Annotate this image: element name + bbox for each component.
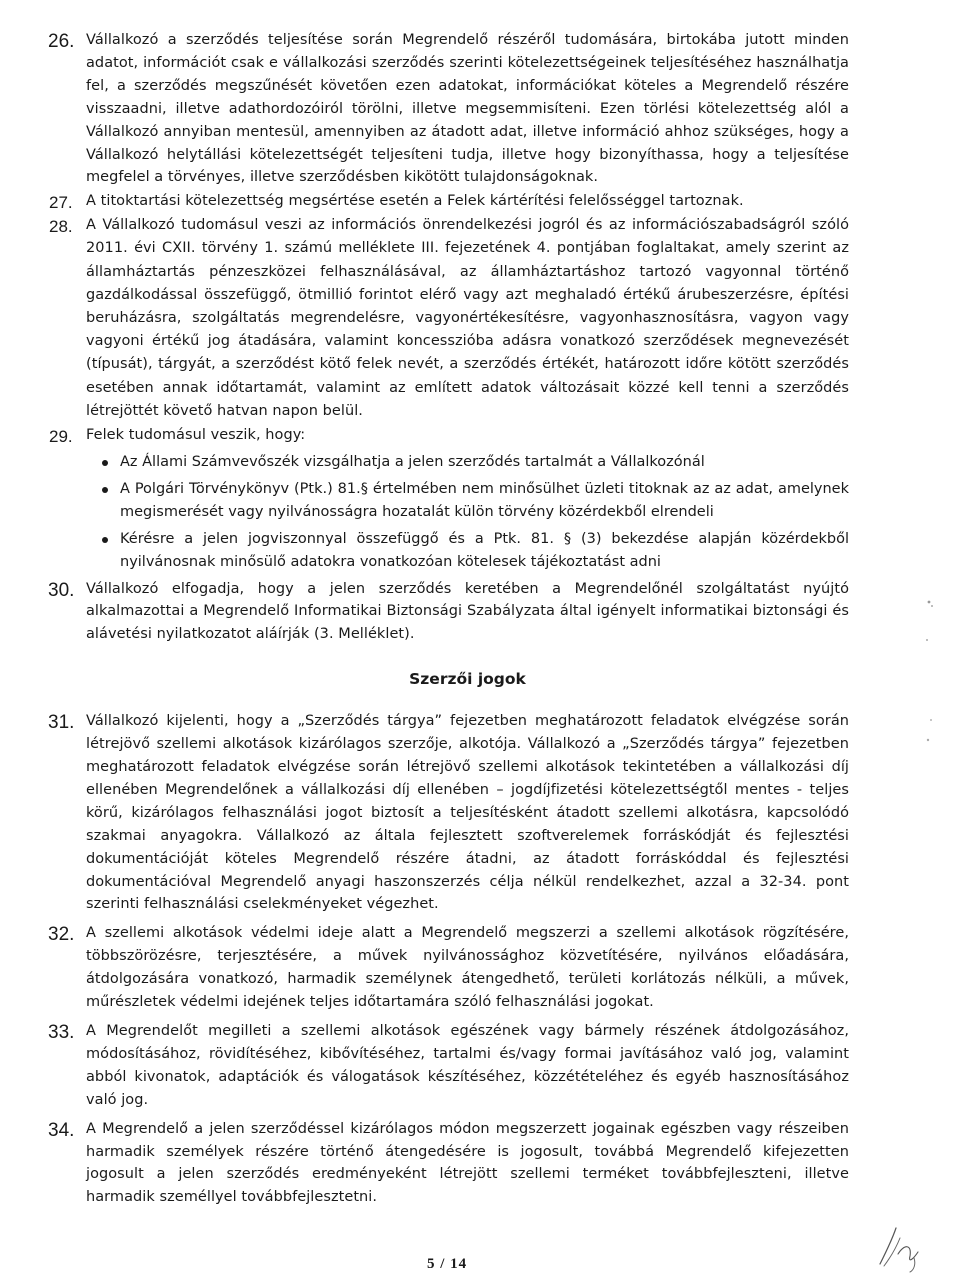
clause-number: 34.: [48, 1119, 75, 1141]
clause-28: [49, 214, 849, 423]
bullet-icon: [102, 487, 108, 493]
clause-number: 30.: [48, 579, 75, 601]
bullet-icon: [102, 460, 108, 466]
clause-text: A Megrendelő a jelen szerződéssel kizárólagos módon megszerzett jogainak egészben vagy részeiben harmadik személyek részére történő átengedésére is jogosult, továbbá Megrendelő kifejezetten jogosult a jelen szerződés eredményeként létrejött szellemi terméket továbbfejleszteni, illetve harmadik személlyel továbbfejlesztetni.: [86, 1120, 849, 1206]
handwritten-initials: [874, 1214, 924, 1274]
section-heading: Szerzői jogok: [409, 670, 526, 689]
clause-number: 31.: [48, 712, 75, 734]
list-item: [86, 528, 849, 574]
clause-27: [49, 190, 849, 213]
clause-29: [49, 424, 849, 573]
list-item-text: Az Állami Számvevőszék vizsgálhatja a jelen szerződés tartalmát a Vállalkozónál: [120, 453, 705, 470]
list-item: [86, 478, 849, 524]
clause-number: 27.: [49, 193, 73, 213]
clause-text: Vállalkozó kijelenti, hogy a „Szerződés tárgya” fejezetben meghatározott feladatok elvégzése során létrejövő szellemi alkotások kizárólagos szerzője, alkotója. Vállalkozó a „Szerződés tárgya” fejezetben meghatározott feladatok elvégzése során létrejövő szellemi alkotások tekintetében a vállalkozási díj ellenében Megrendelőnek a vállalkozási díj ellenében – jogdíjfizetési kötelezettségtől mentes - teljes körű, kizárólagos felhasználási jogot biztosít a teljesítésként átadott szellemi alkotásra, kapcsolódó szakmai anyagokra. Vállalkozó az általa fejlesztett szoftverelemek forráskódját és fejlesztési dokumentációját köteles Megrendelő részére átadni, az átadott forráskóddal és fejlesztési dokumentációval Megrendelő anyagi haszonszerzés célja nélkül rendelkezhet, azzal a 32-34. pont szerinti felhasználási cselekményeket végezhet.: [86, 713, 849, 913]
clause-number: 28.: [49, 217, 73, 237]
clause-text: Vállalkozó elfogadja, hogy a jelen szerződés keretében a Megrendelőnél szolgáltatást nyújtó alkalmazottai a Megrendelő Informatikai Biztonsági Szabályzata által igényelt informatikai biztonsági és alávetési nyilatkozatot aláírják (3. Melléklet).: [86, 580, 849, 643]
clause-text: A Megrendelőt megilleti a szellemi alkotások egészének vagy bármely részének átdolgozásához, módosításához, rövidítéséhez, kibővítéséhez, tartalmi és/vagy formai javításához való jog, valamint abból kivonatok, adaptációk és válogatások készítéséhez, közzétételéhez és egyéb hasznosításához való jog.: [86, 1023, 849, 1108]
clause-text: Vállalkozó a szerződés teljesítése során Megrendelő részéről tudomására, birtokába jutott minden adatot, információt csak e vállalkozási szerződés szerinti kötelezettségeinek teljesítéséhez használhatja fel, a szerződés megszűnését követően ezen adatokat, információkat köteles a Megrendelő részére visszaadni, illetve adathordozóiról törölni, illetve megsemmisíteni. Ezen törlési kötelezettség alól a Vállalkozó annyiban mentesül, amennyiben az átadott adat, illetve információ ahhoz szükséges, hogy a Vállalkozó helytállási kötelezettségét teljesíteni tudja, illetve hogy bizonyíthassa, hogy a teljesítése megfelel a törvényes, illetve szerződésben kikötött tulajdonságoknak.: [86, 32, 849, 186]
clause-text: A titoktartási kötelezettség megsértése esetén a Felek kártérítési felelősséggel tartoznak.: [86, 193, 744, 210]
clause-text: A Vállalkozó tudomásul veszi az információs önrendelkezési jogról és az információszabadságról szóló 2011. évi CXII. törvény 1. számú melléklete III. fejezetének 4. pontjában foglaltakat, amely szerint az államháztartás pénzeszközei felhasználásával, az államháztartáshoz tartozó vagyonnal történő gazdálkodással összefüggő, ötmillió forintot elérő vagy azt meghaladó értékű árubeszerzésre, építési beruházásra, szolgáltatás megrendelésre, vagyonértékesítésre, vagyonhasznosításra, vagyon vagy vagyoni értékű jog átadására, valamint koncesszióba adásra vonatkozó szerződések megnevezését (típusát), tárgyát, a szerződést kötő felek nevét, a szerződés értékét, határozott időre kötött szerződés esetében annak időtartamát, valamint az említett adatok változásait közzé kell tenni a szerződés létrejöttét követő hatvan napon belül.: [86, 217, 849, 419]
clause-33: [49, 1020, 849, 1112]
page-number: 5 / 14: [427, 1256, 468, 1272]
clause-26: [49, 29, 849, 189]
clause-30: [49, 578, 849, 647]
clause-number: 33.: [48, 1022, 75, 1044]
list-item: [86, 451, 849, 474]
list-item-text: A Polgári Törvénykönyv (Ptk.) 81.§ értelmében nem minősülhet üzleti titoknak az az adat, amelynek megismerését vagy nyilvánosságra hozatalát külön törvény közérdekből elrendeli: [120, 480, 849, 520]
clause-text: A szellemi alkotások védelmi ideje alatt a Megrendelő megszerzi a szellemi alkotások rögzítésére, többszörözésre, terjesztésére, a művek nyilvánossághoz közvetítésére, nyilvános előadására, átdolgozására vonatkozó, harmadik személynek átengedhető, területi korlátozás nélküli, a művek, műrészletek védelmi idejének teljes időtartamára szóló felhasználási jogokat.: [86, 925, 849, 1011]
clause-number: 29.: [49, 427, 73, 447]
clause-32: [49, 922, 849, 1014]
clause-text: Felek tudomásul veszik, hogy:: [86, 427, 306, 444]
clause-number: 32.: [48, 924, 75, 946]
clause-number: 26.: [48, 31, 75, 52]
list-item-text: Kérésre a jelen jogviszonnyal összefüggő és a Ptk. 81. § (3) bekezdése alapján közérdekből nyilvánosnak minősülő adatokra vonatkozóan kötelesek tájékoztatást adni: [120, 530, 849, 570]
scan-artifacts: [915, 590, 945, 770]
document-body: [49, 29, 849, 1209]
bullet-list: [86, 451, 849, 574]
clause-31: [49, 710, 849, 916]
clause-34: [49, 1118, 849, 1210]
bullet-icon: [102, 537, 108, 543]
